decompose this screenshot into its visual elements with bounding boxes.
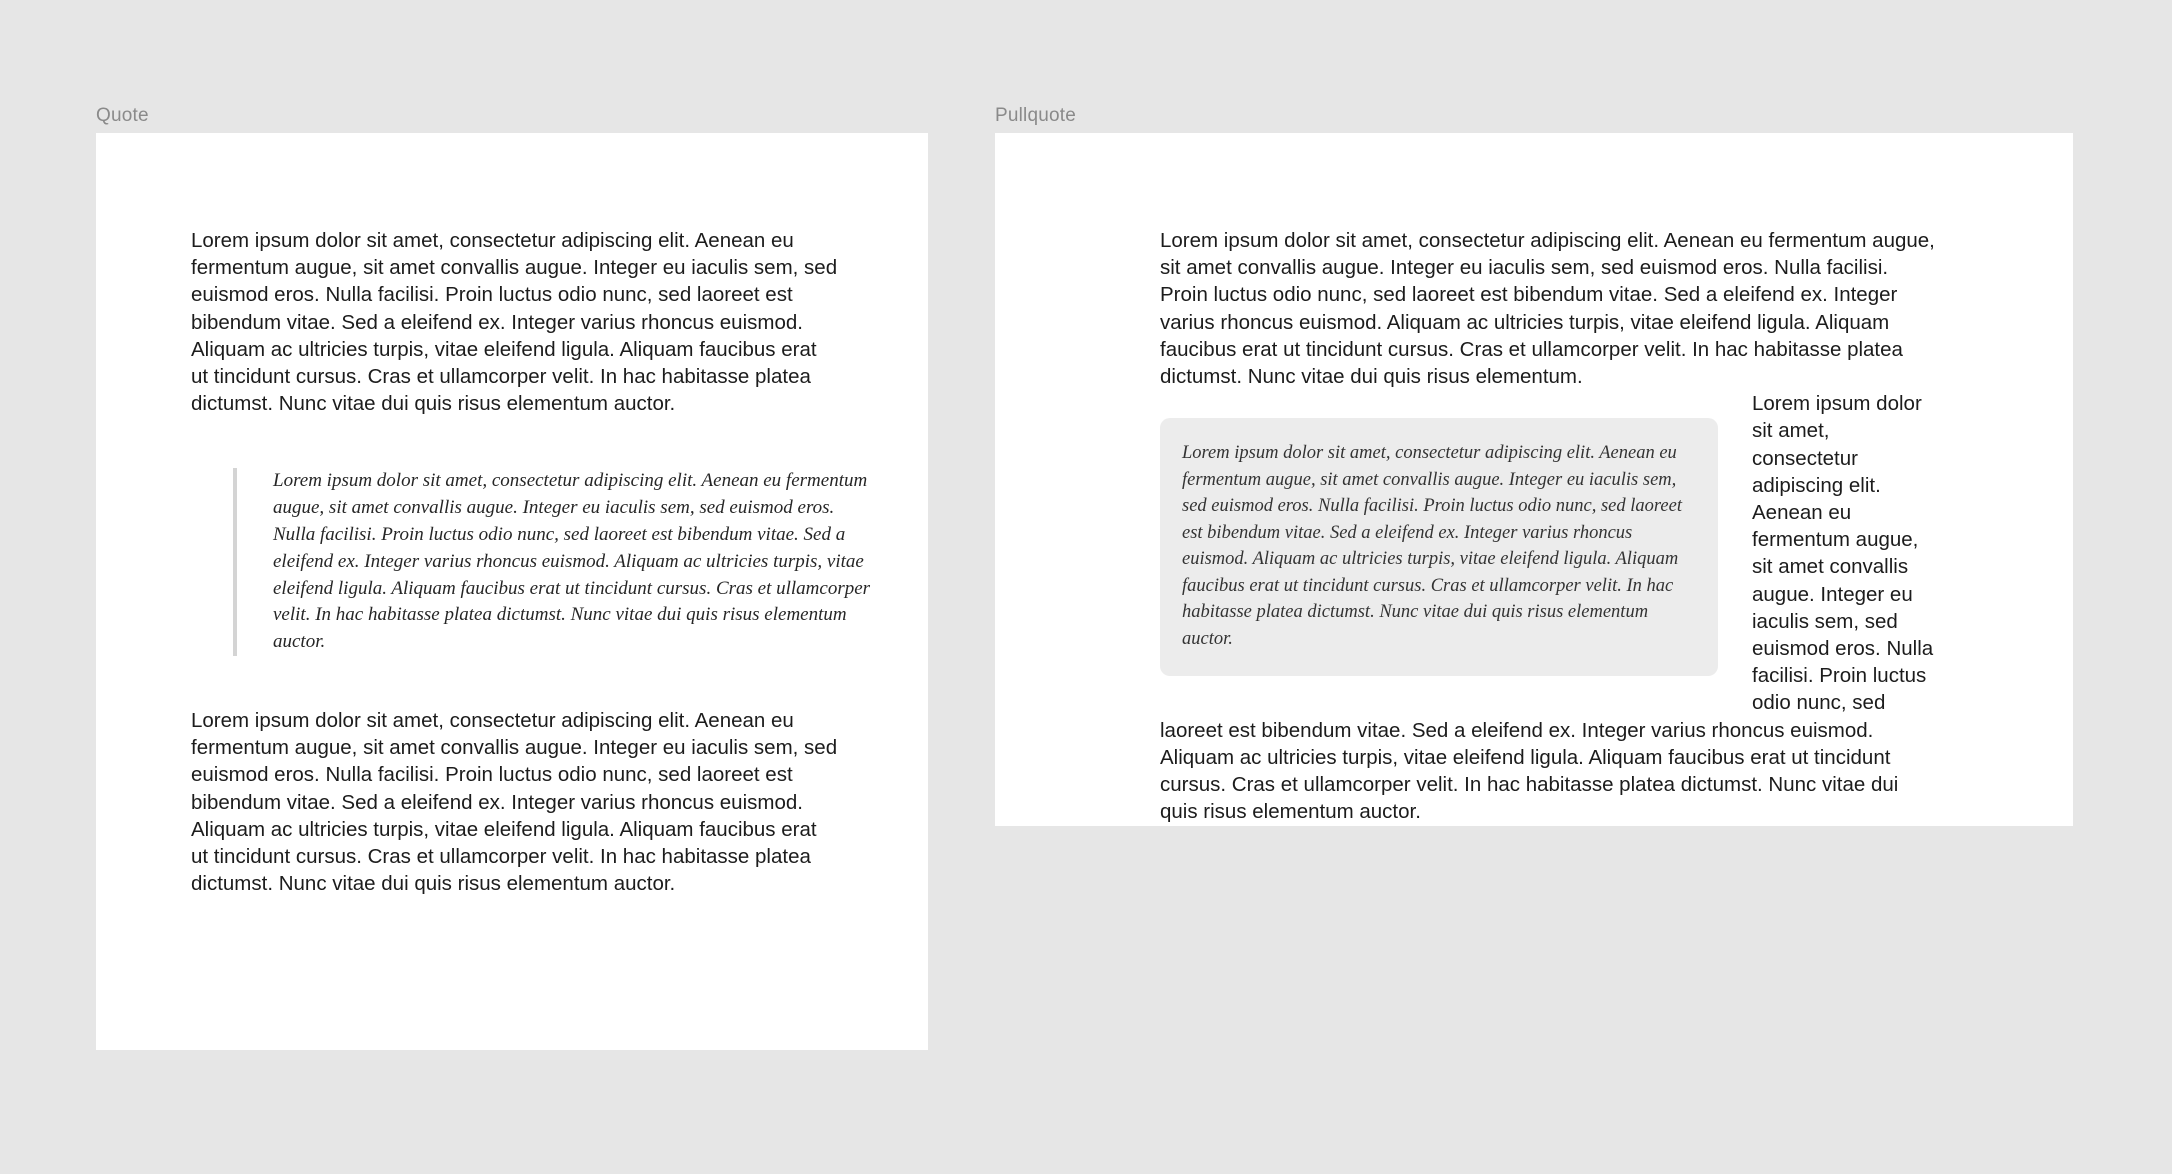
panel-label-pullquote: Pullquote bbox=[995, 105, 1077, 126]
pullquote bbox=[1160, 418, 1718, 676]
pullquote-card-body bbox=[1160, 227, 1938, 825]
panel-label-quote: Quote bbox=[96, 105, 149, 126]
blockquote-text: Lorem ipsum dolor sit amet, consectetur adipiscing elit. Aenean eu fermentum augue, sit amet convallis augue. Integer eu iaculis sem, sed euismod eros. Nulla facilisi. Proin luctus odio nunc, sed laoreet est bibendum vitae. Sed a eleifend ex. Integer varius rhoncus euismod. Aliquam ac ultricies turpis, vitae eleifend ligula. Aliquam faucibus erat ut tincidunt cursus. Cras et ullamcorper velit. In hac habitasse platea dictumst. Nunc vitae dui quis risus elementum auctor. bbox=[273, 470, 871, 653]
blockquote bbox=[233, 468, 873, 656]
quote-card-body bbox=[191, 227, 871, 897]
quote-example-card bbox=[96, 133, 928, 1050]
paragraph-before-quote: Lorem ipsum dolor sit amet, consectetur adipiscing elit. Aenean eu fermentum augue, sit amet convallis augue. Integer eu iaculis sem, sed euismod eros. Nulla facilisi. Proin luctus odio nunc, sed laoreet est bibendum vitae. Sed a eleifend ex. Integer varius rhoncus euismod. Aliquam ac ultricies turpis, vitae eleifend ligula. Aliquam faucibus erat ut tincidunt cursus. Cras et ullamcorper velit. In hac habitasse platea dictumst. Nunc vitae dui quis risus elementum auctor. bbox=[191, 229, 838, 416]
paragraph-after-pullquote: Lorem ipsum dolor sit amet, consectetur adipiscing elit. Aenean eu fermentum augue, sit amet convallis augue. Integer eu iaculis sem, sed euismod eros. Nulla facilisi. Proin luctus odio nunc, sed laoreet est bibendum vitae. Sed a eleifend ex. Integer varius rhoncus euismod. Aliquam ac ultricies turpis, vitae eleifend ligula. Aliquam faucibus erat ut tincidunt cursus. Cras et ullamcorper velit. In hac habitasse platea dictumst. Nunc vitae dui quis risus elementum auctor. bbox=[1160, 392, 1934, 824]
paragraph-after-quote: Lorem ipsum dolor sit amet, consectetur adipiscing elit. Aenean eu fermentum augue, sit amet convallis augue. Integer eu iaculis sem, sed euismod eros. Nulla facilisi. Proin luctus odio nunc, sed laoreet est bibendum vitae. Sed a eleifend ex. Integer varius rhoncus euismod. Aliquam ac ultricies turpis, vitae eleifend ligula. Aliquam faucibus erat ut tincidunt cursus. Cras et ullamcorper velit. In hac habitasse platea dictumst. Nunc vitae dui quis risus elementum auctor. bbox=[191, 709, 838, 896]
paragraph-before-pullquote: Lorem ipsum dolor sit amet, consectetur adipiscing elit. Aenean eu fermentum augue, sit amet convallis augue. Integer eu iaculis sem, sed euismod eros. Nulla facilisi. Proin luctus odio nunc, sed laoreet est bibendum vitae. Sed a eleifend ex. Integer varius rhoncus euismod. Aliquam ac ultricies turpis, vitae eleifend ligula. Aliquam faucibus erat ut tincidunt cursus. Cras et ullamcorper velit. In hac habitasse platea dictumst. Nunc vitae dui quis risus elementum. bbox=[1160, 229, 1935, 389]
pullquote-text: Lorem ipsum dolor sit amet, consectetur adipiscing elit. Aenean eu fermentum augue, sit amet convallis augue. Integer eu iaculis sem, sed euismod eros. Nulla facilisi. Proin luctus odio nunc, sed laoreet est bibendum vitae. Sed a eleifend ex. Integer varius rhoncus euismod. Aliquam ac ultricies turpis, vitae eleifend ligula. Aliquam faucibus erat ut tincidunt cursus. Cras et ullamcorper velit. In hac habitasse platea dictumst. Nunc vitae dui quis risus elementum auctor. bbox=[1182, 443, 1682, 649]
pullquote-example-card bbox=[995, 133, 2073, 826]
